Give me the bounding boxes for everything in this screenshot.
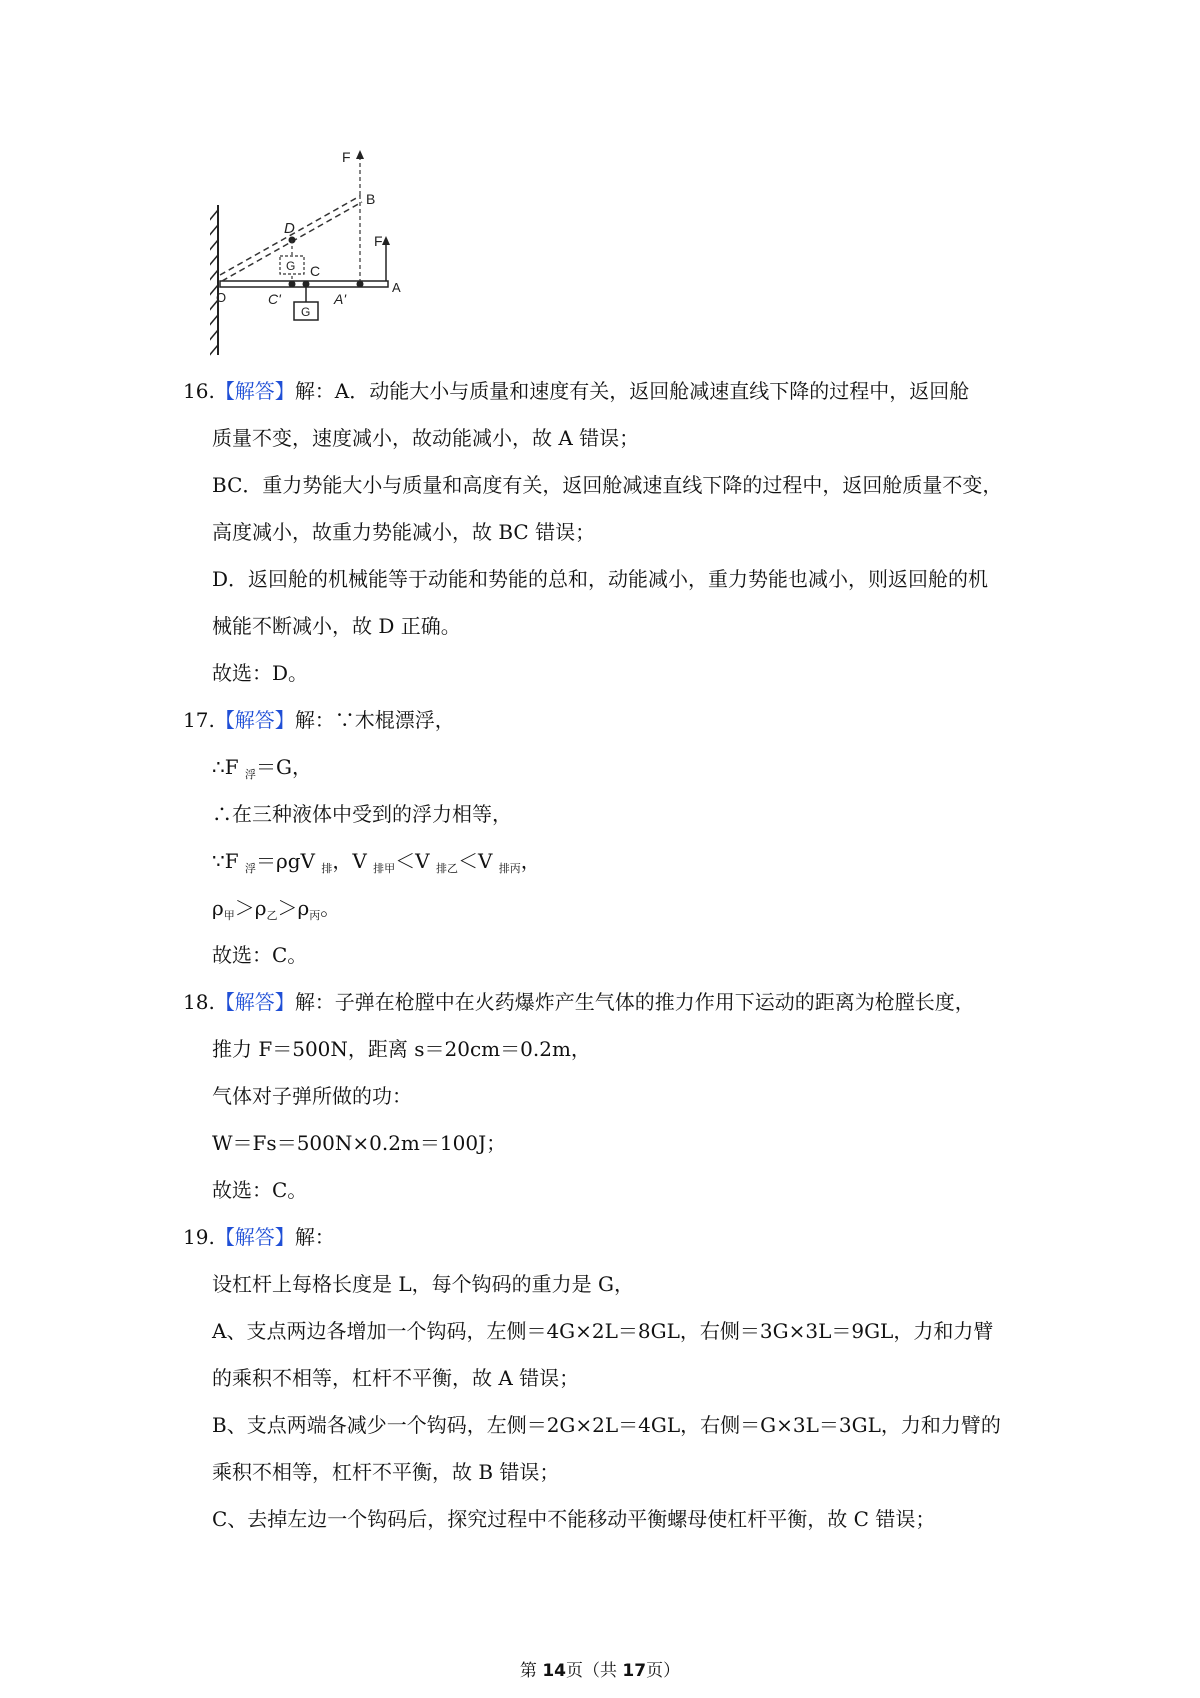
q18-line-1 bbox=[183, 987, 1200, 1017]
q18-line-3: 气体对子弹所做的功： bbox=[212, 1084, 412, 1108]
q18-line-5: 故选：C。 bbox=[212, 1178, 308, 1202]
q17-line-6: 故选：C。 bbox=[212, 943, 308, 967]
q17-l4-a: ∵F bbox=[212, 849, 245, 873]
q16-number: 16. bbox=[183, 379, 215, 403]
q19-answer-tag: 【解答】 bbox=[214, 1225, 295, 1249]
label-c-prime: C' bbox=[268, 291, 281, 307]
footer-page-number: 14 bbox=[542, 1661, 566, 1681]
page-footer bbox=[0, 1660, 1200, 1682]
q17-l4-b: ＝ρgV bbox=[255, 849, 322, 873]
q16-text-1: 解：A．动能大小与质量和速度有关，返回舱减速直线下降的过程中，返回舱 bbox=[294, 379, 970, 403]
q16-line-6: 械能不断减小，故 D 正确。 bbox=[212, 614, 461, 638]
q17-l4-c: ，V bbox=[332, 849, 374, 873]
label-f-right: F bbox=[374, 233, 383, 249]
point-c bbox=[303, 281, 310, 288]
q19-line-7: C、去掉左边一个钩码后，探究过程中不能移动平衡螺母使杠杆平衡，故 C 错误； bbox=[212, 1507, 936, 1531]
q17-l5-sub3: 丙 bbox=[309, 909, 321, 922]
q17-text-1: 解：∵木棍漂浮， bbox=[294, 708, 455, 732]
q17-l2-b: ＝G， bbox=[255, 755, 312, 779]
q17-l4-f: ， bbox=[520, 849, 541, 873]
q19-line-6: 乘积不相等，杠杆不平衡，故 B 错误； bbox=[212, 1460, 560, 1484]
force-arrowhead-top bbox=[356, 150, 364, 159]
q19-line-4: 的乘积不相等，杠杆不平衡，故 A 错误； bbox=[212, 1366, 580, 1390]
point-a-prime bbox=[357, 281, 364, 288]
q17-l4-d: ＜V bbox=[395, 849, 436, 873]
label-a-prime: A' bbox=[334, 291, 347, 307]
q17-line-3: ∴在三种液体中受到的浮力相等， bbox=[212, 802, 512, 826]
label-b: B bbox=[366, 191, 376, 207]
q19-line-1 bbox=[183, 1222, 1200, 1252]
q18-line-4: W＝Fs＝500N×0.2m＝100J； bbox=[212, 1131, 507, 1155]
q17-l4-e: ＜V bbox=[457, 849, 499, 873]
label-g-lower: G bbox=[301, 305, 311, 319]
q18-answer-tag: 【解答】 bbox=[214, 990, 295, 1014]
q17-l5-d: 。 bbox=[320, 896, 341, 920]
footer-pre: 第 bbox=[519, 1661, 543, 1681]
footer-mid: 页（共 bbox=[566, 1661, 623, 1681]
q16-line-5: D．返回舱的机械能等于动能和势能的总和，动能减小，重力势能也减小，则返回舱的机 bbox=[212, 567, 989, 591]
q17-line-4 bbox=[212, 846, 1200, 884]
wall-hatch bbox=[210, 210, 218, 357]
q18-text-1: 解：子弹在枪膛中在火药爆炸产生气体的推力作用下运动的距离为枪膛长度， bbox=[294, 990, 975, 1014]
q17-l4-sub1: 浮 bbox=[244, 862, 256, 875]
q17-l2-a: ∴F bbox=[212, 755, 245, 779]
q17-line-5 bbox=[212, 893, 1200, 931]
q19-text-1: 解： bbox=[294, 1225, 335, 1249]
label-f-top: F bbox=[342, 150, 351, 165]
q19-line-5: B、支点两端各减少一个钩码，左侧＝2G×2L＝4GL，右侧＝G×3L＝3GL，力和力臂的 bbox=[212, 1413, 1001, 1437]
label-d: D bbox=[284, 220, 295, 237]
q17-line-1 bbox=[183, 705, 1200, 735]
q17-l5-c: ＞ρ bbox=[277, 896, 310, 920]
lever-diagram bbox=[210, 150, 440, 365]
label-c: C bbox=[310, 263, 321, 279]
q16-line-3: BC．重力势能大小与质量和高度有关，返回舱减速直线下降的过程中，返回舱质量不变， bbox=[212, 473, 1003, 497]
q17-l4-sub5: 排丙 bbox=[498, 862, 521, 875]
q18-line-2: 推力 F＝500N，距离 s＝20cm＝0.2m， bbox=[212, 1037, 591, 1061]
q16-line-4: 高度减小，故重力势能减小，故 BC 错误； bbox=[212, 520, 596, 544]
q19-line-2: 设杠杆上每格长度是 L，每个钩码的重力是 G， bbox=[212, 1272, 634, 1296]
q19-line-3: A、支点两边各增加一个钩码，左侧＝4G×2L＝8GL，右侧＝3G×3L＝9GL，力和力臂 bbox=[212, 1319, 994, 1343]
point-c-prime bbox=[289, 281, 296, 288]
footer-total-pages: 17 bbox=[622, 1661, 647, 1681]
label-a: A bbox=[392, 280, 401, 295]
force-arrowhead-right bbox=[382, 236, 390, 245]
q17-answer-tag: 【解答】 bbox=[214, 708, 295, 732]
q17-l5-b: ＞ρ bbox=[234, 896, 267, 920]
q17-l2-sub: 浮 bbox=[244, 768, 256, 781]
q16-line-7: 故选：D。 bbox=[212, 661, 309, 685]
q17-l5-a: ρ bbox=[212, 896, 224, 920]
q16-answer-tag: 【解答】 bbox=[214, 379, 295, 403]
q17-l4-sub2: 排 bbox=[321, 862, 333, 875]
label-g-upper: G bbox=[286, 259, 296, 273]
q16-line-2: 质量不变，速度减小，故动能减小，故 A 错误； bbox=[212, 426, 640, 450]
q17-l5-sub1: 甲 bbox=[223, 909, 235, 922]
label-o: O bbox=[216, 290, 227, 305]
q17-l4-sub4: 排乙 bbox=[435, 862, 458, 875]
q16-line-1 bbox=[183, 376, 1200, 406]
q19-number: 19. bbox=[183, 1225, 215, 1249]
q17-line-2 bbox=[212, 752, 1200, 790]
q17-l4-sub3: 排甲 bbox=[373, 862, 396, 875]
q17-number: 17. bbox=[183, 708, 215, 732]
footer-post: 页） bbox=[646, 1661, 681, 1681]
q18-number: 18. bbox=[183, 990, 215, 1014]
q17-l5-sub2: 乙 bbox=[266, 909, 278, 922]
